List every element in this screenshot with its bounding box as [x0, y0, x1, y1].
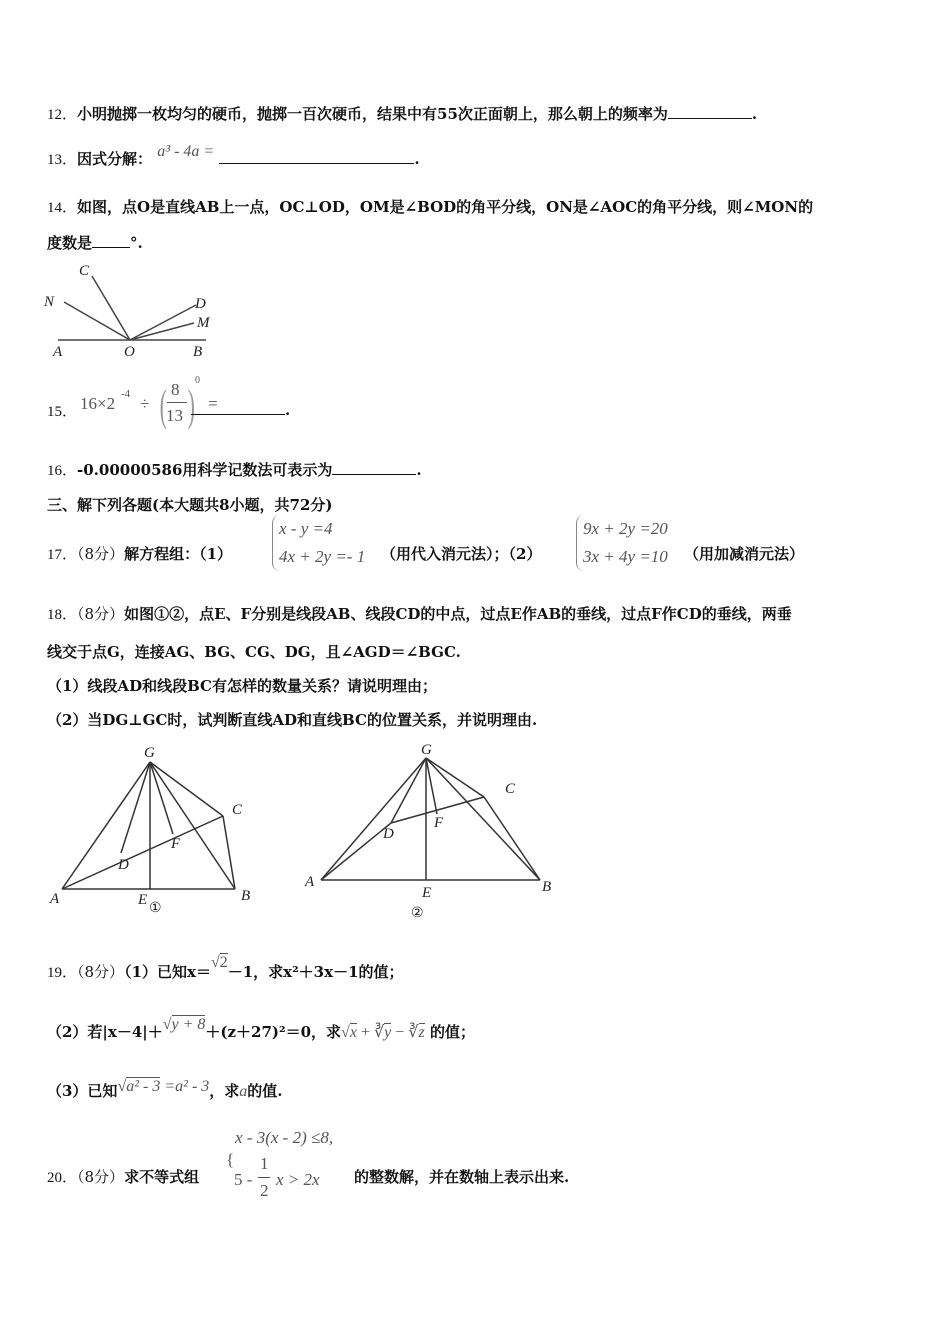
- punct: .: [414, 150, 420, 168]
- label-d: D: [195, 296, 206, 312]
- fig2-label-d: D: [383, 826, 394, 842]
- ray-om: [130, 323, 194, 340]
- fraction-denominator: 13: [166, 406, 183, 425]
- fig1-label-f: F: [171, 836, 181, 852]
- question-18-sub1: （1）线段AD和线段BC有怎样的数量关系？请说明理由；: [47, 677, 437, 695]
- radicand: a² - 3: [126, 1078, 161, 1095]
- question-18-sub2: （2）当DG⊥GC时，试判断直线AD和直线BC的位置关系，并说明理由.: [47, 711, 538, 729]
- ray-on: [64, 302, 130, 340]
- question-text: 的值；: [429, 1023, 475, 1041]
- question-number: 19．: [47, 965, 78, 981]
- question-text: 因式分解：: [77, 150, 153, 168]
- points: （8分）: [77, 545, 125, 563]
- answer-blank[interactable]: [332, 460, 416, 475]
- math-operator: +: [360, 1024, 370, 1041]
- sqrt-expression: √a² - 3 =a² - 3: [117, 1078, 210, 1095]
- angle-figure: [0, 0, 950, 370]
- equation: 3x + 4y =10: [583, 547, 668, 566]
- punct: .: [285, 401, 291, 419]
- question-text: 度数是: [47, 234, 93, 252]
- fig1-label-c: C: [232, 802, 243, 818]
- question-19-part1: [47, 954, 404, 982]
- question-text: 解方程组：（1）: [124, 545, 233, 563]
- label-b: B: [193, 344, 203, 360]
- math-text: 5 -: [234, 1170, 253, 1189]
- question-text: （2）若|x－4|＋: [47, 1023, 163, 1041]
- question-20-tail: 的整数解，并在数轴上表示出来.: [354, 1168, 570, 1186]
- fig1-label-g: G: [144, 745, 155, 761]
- punct: .: [751, 105, 758, 123]
- ray-od: [130, 305, 196, 340]
- q15-answer: [191, 400, 290, 419]
- question-19-part3: [47, 1080, 283, 1101]
- radicand: y + 8: [171, 1016, 206, 1033]
- sqrt-expression: √2: [210, 954, 228, 971]
- question-text: -0.00000586用科学记数法可表示为: [77, 461, 333, 479]
- question-number: 13．: [47, 152, 78, 168]
- fig1-caption: ①: [149, 901, 162, 916]
- math-divide: ÷: [140, 394, 150, 413]
- fig2-label-b: B: [542, 879, 552, 895]
- radicand: z: [418, 1024, 425, 1041]
- fraction-denominator: 2: [260, 1181, 269, 1200]
- fig2-label-g: G: [421, 742, 432, 758]
- sqrt-expression: √y + 8: [162, 1016, 206, 1033]
- fraction-numerator: 1: [260, 1154, 269, 1173]
- label-n: N: [44, 294, 55, 310]
- label-a: A: [53, 344, 63, 360]
- radicand: x: [349, 1024, 357, 1041]
- question-text: 小明抛掷一枚均匀的硬币，抛掷一百次硬币，结果中有55次正面朝上，那么朝上的频率为: [77, 105, 668, 123]
- question-15: [47, 400, 77, 421]
- math-base: 16×2: [80, 394, 116, 413]
- math-equation: =a² - 3: [164, 1078, 210, 1095]
- question-text: ＋(z＋27)²＝0，求: [205, 1023, 342, 1041]
- math-exponent: -4: [121, 388, 131, 400]
- geometry-figures: [0, 730, 600, 930]
- fig2-label-c: C: [505, 781, 516, 797]
- question-text: （3）已知: [47, 1082, 118, 1100]
- question-number: 18．: [47, 607, 78, 623]
- figure-2: [321, 758, 540, 880]
- question-20: [47, 1166, 199, 1187]
- method-2: （用加减消元法）: [684, 545, 805, 563]
- question-number: 14．: [47, 200, 78, 216]
- question-text: －1，求x²＋3x－1的值；: [227, 963, 404, 981]
- fig1-label-a: A: [50, 891, 60, 907]
- radicand: y: [384, 1024, 392, 1041]
- points: （8分）: [77, 605, 125, 623]
- question-number: 15．: [47, 404, 78, 420]
- label-o: O: [124, 344, 135, 360]
- question-text: 如图，点O是直线AB上一点，OC⊥OD，OM是∠BOD的角平分线，ON是∠AOC的角平分线，则∠MON的: [77, 198, 814, 216]
- punct: °.: [130, 234, 143, 252]
- equation-system-1: [272, 515, 365, 571]
- fig1-label-b: B: [241, 888, 251, 904]
- question-text: 的值.: [247, 1082, 283, 1100]
- punct: .: [416, 461, 422, 479]
- question-18: [47, 603, 792, 624]
- label-c: C: [79, 263, 90, 279]
- sqrt-expression: √x + ∛y − ∛z: [341, 1024, 425, 1041]
- fraction-numerator: 8: [171, 380, 180, 399]
- label-m: M: [197, 315, 210, 331]
- math-equals: =: [208, 394, 218, 413]
- question-number: 20．: [47, 1170, 78, 1186]
- math-operator: −: [395, 1024, 405, 1041]
- question-number: 16．: [47, 463, 78, 479]
- figure-1: [62, 762, 235, 889]
- question-17: [47, 543, 232, 564]
- fig2-label-f: F: [434, 815, 444, 831]
- question-19-part2: [47, 1016, 475, 1042]
- question-18-line2: 线交于点G，连接AG、BG、CG、DG，且∠AGD＝∠BGC.: [47, 643, 461, 661]
- ray-oc: [92, 276, 130, 340]
- equation-system-2: [576, 515, 668, 571]
- math-text: x > 2x: [276, 1170, 320, 1189]
- math-variable: a: [239, 1083, 248, 1100]
- question-16: [47, 459, 422, 480]
- question-text: ，求: [209, 1082, 240, 1100]
- question-text: 如图①②，点E、F分别是线段AB、线段CD的中点，过点E作AB的垂线，过点F作CD的垂线，两垂: [124, 605, 792, 623]
- question-text: 求不等式组: [124, 1168, 200, 1186]
- equation: 9x + 2y =20: [583, 519, 668, 538]
- fig2-caption: ②: [411, 906, 424, 921]
- points: （8分）: [77, 1168, 125, 1186]
- radicand: 2: [219, 954, 228, 971]
- method-1: （用代入消元法）；（2）: [381, 545, 542, 563]
- fig2-label-e: E: [422, 885, 432, 901]
- fig1-label-e: E: [138, 892, 148, 908]
- question-text: （1）已知x＝: [124, 963, 211, 981]
- inequality-1: x - 3(x - 2) ≤8,: [235, 1128, 334, 1147]
- math-expression: a³ - 4a =: [157, 143, 215, 160]
- question-number: 17．: [47, 547, 78, 563]
- answer-blank[interactable]: [191, 400, 285, 415]
- question-number: 12．: [47, 107, 78, 123]
- fig1-label-d: D: [118, 857, 129, 873]
- math-exponent: 0: [195, 375, 200, 386]
- equation: 4x + 2y =- 1: [279, 547, 366, 566]
- points: （8分）: [77, 963, 125, 981]
- equation: x - y =4: [279, 519, 333, 538]
- fig2-label-a: A: [305, 874, 315, 890]
- section-heading: 三、解下列各题(本大题共8小题，共72分): [47, 496, 333, 514]
